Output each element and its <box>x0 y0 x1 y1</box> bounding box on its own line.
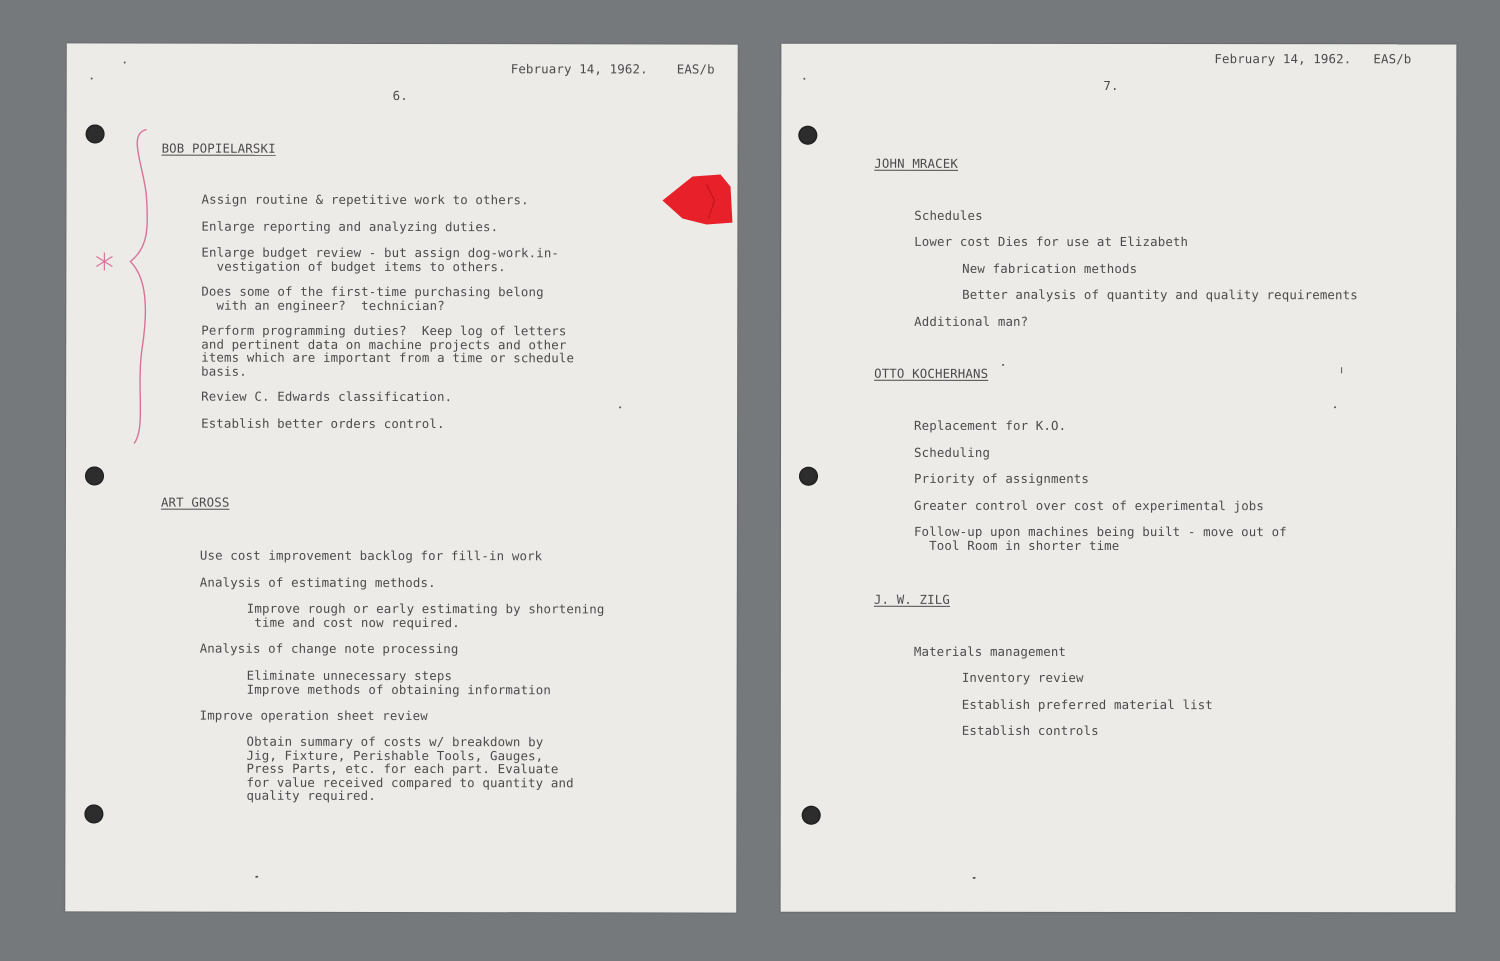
list-item: Eliminate unnecessary steps Improve methods of obtaining information <box>246 667 552 697</box>
document-page-6 <box>65 43 738 912</box>
list-item: Use cost improvement backlog for fill-in work <box>199 547 543 564</box>
list-item: Better analysis of quantity and quality requirements <box>962 286 1358 303</box>
section-heading-john-mracek: JOHN MRACEK <box>874 155 958 171</box>
red-flag-tab <box>660 172 732 224</box>
list-item: Enlarge budget review - but assign dog-work.in- vestigation of budget items to others. <box>201 244 560 274</box>
header-initials: EAS/b <box>676 61 715 77</box>
list-item: Establish better orders control. <box>201 415 445 432</box>
list-item: Priority of assignments <box>913 470 1090 486</box>
list-item: Perform programming duties? Keep log of letters and pertinent data on machine projects and other items which are important from a time or schedule basis. <box>201 322 575 379</box>
list-item: Improve operation sheet review <box>199 707 428 724</box>
list-item: Additional man? <box>914 313 1029 329</box>
asterisk-annotation-icon <box>94 251 114 271</box>
header-date: February 14, 1962. <box>1214 51 1352 67</box>
list-item: Review C. Edwards classification. <box>201 388 453 405</box>
section-heading-otto-kocherhans: OTTO KOCHERHANS <box>874 365 989 381</box>
page-number: 6. <box>392 87 408 104</box>
speck <box>1002 364 1004 366</box>
speck <box>91 77 93 79</box>
document-page-7 <box>781 44 1457 913</box>
speck <box>973 877 976 879</box>
header-initials: EAS/b <box>1373 51 1412 67</box>
list-item: Improve rough or early estimating by shortening time and cost now required. <box>246 600 605 630</box>
punch-hole <box>799 467 818 486</box>
header-date: February 14, 1962. <box>510 61 648 77</box>
list-item: Analysis of change note processing <box>199 640 459 657</box>
list-item: Schedules <box>914 207 983 223</box>
list-item: Analysis of estimating methods. <box>199 574 436 591</box>
list-item: Lower cost Dies for use at Elizabeth <box>914 233 1189 250</box>
speck <box>619 406 621 408</box>
list-item: Scheduling <box>914 444 991 460</box>
punch-hole <box>802 806 821 825</box>
speck <box>1341 367 1342 373</box>
list-item: Replacement for K.O. <box>914 417 1067 433</box>
list-item: Enlarge reporting and analyzing duties. <box>201 218 499 235</box>
speck <box>803 78 805 80</box>
punch-hole <box>798 126 817 145</box>
speck <box>124 62 126 64</box>
page-number: 7. <box>1103 77 1119 93</box>
list-item: Assign routine & repetitive work to others. <box>201 191 529 208</box>
list-item: Inventory review <box>961 669 1084 685</box>
list-item: Does some of the first-time purchasing belong with an engineer? technician? <box>201 283 544 313</box>
pen-brace-annotation <box>86 127 147 457</box>
speck <box>255 876 258 878</box>
speck <box>1334 406 1336 408</box>
section-heading-art-gross: ART GROSS <box>160 494 230 510</box>
list-item: Establish controls <box>961 722 1099 738</box>
punch-hole <box>85 466 104 485</box>
section-heading-jw-zilg: J. W. ZILG <box>873 591 951 607</box>
list-item: Follow-up upon machines being built - move out of Tool Room in shorter time <box>913 523 1287 553</box>
section-heading-bob-popielarski: BOB POPIELARSKI <box>161 140 276 156</box>
list-item: Establish preferred material list <box>961 696 1213 713</box>
list-item: Obtain summary of costs w/ breakdown by Jig, Fixture, Perishable Tools, Gauges, Press Parts, etc. for each part. Evaluate for value received compared to quantity and quality required. <box>246 733 574 803</box>
punch-hole <box>84 804 103 823</box>
list-item: New fabrication methods <box>962 260 1138 277</box>
list-item: Materials management <box>913 643 1067 659</box>
list-item: Greater control over cost of experimental jobs <box>913 497 1265 514</box>
